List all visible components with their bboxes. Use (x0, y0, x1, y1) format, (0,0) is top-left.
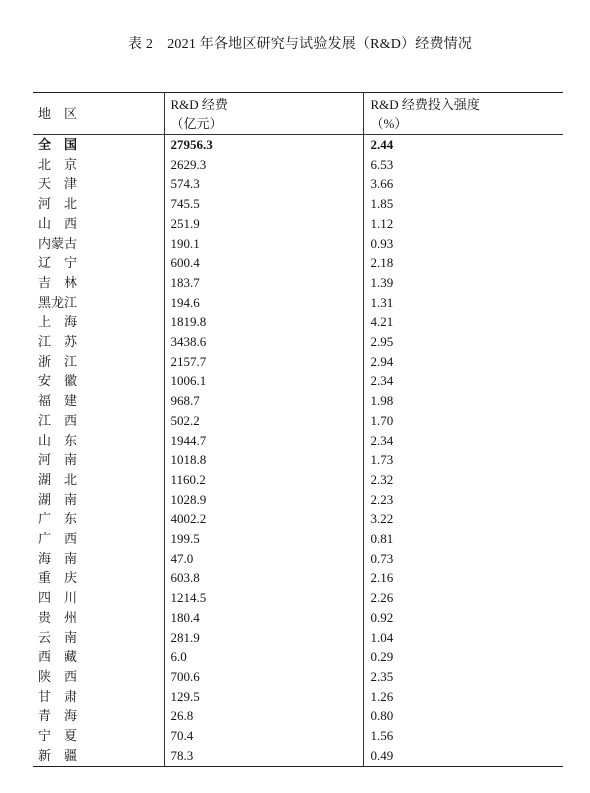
table-row (33, 628, 563, 648)
table-row (33, 391, 563, 411)
rd-intensity-cell: 1.73 (363, 450, 563, 470)
region-cell: 天 津 (38, 176, 78, 192)
table-row (33, 687, 563, 707)
rd-expenditure-cell: 183.7 (164, 273, 363, 293)
rd-intensity-cell: 0.92 (363, 608, 563, 628)
rd-expenditure-cell: 2629.3 (164, 155, 363, 175)
region-cell: 福 建 (38, 393, 78, 409)
header-rd-intensity (363, 93, 563, 135)
region-cell: 河 北 (38, 196, 78, 212)
region-cell: 宁 夏 (38, 728, 78, 744)
rd-expenditure-cell: 603.8 (164, 568, 363, 588)
region-cell: 湖 北 (38, 471, 78, 487)
rd-intensity-cell: 4.21 (363, 312, 563, 332)
table-row (33, 155, 563, 175)
rd-intensity-cell: 3.22 (363, 509, 563, 529)
rd-expenditure-cell: 745.5 (164, 194, 363, 214)
rd-expenditure-cell: 1214.5 (164, 588, 363, 608)
region-cell: 吉 林 (38, 274, 78, 290)
rd-expenditure-cell: 2157.7 (164, 352, 363, 372)
rd-intensity-cell: 2.95 (363, 332, 563, 352)
rd-expenditure-cell: 1819.8 (164, 312, 363, 332)
header-rd-expenditure-unit: （亿元） (170, 115, 223, 131)
rd-intensity-cell: 1.04 (363, 628, 563, 648)
region-cell: 山 西 (38, 215, 78, 231)
rd-intensity-cell: 1.56 (363, 726, 563, 746)
table-row-national-total (33, 135, 563, 155)
region-cell: 海 南 (38, 550, 78, 566)
region-cell: 山 东 (38, 432, 78, 448)
region-cell: 重 庆 (38, 570, 78, 586)
rd-intensity-cell: 1.98 (363, 391, 563, 411)
region-cell: 青 海 (38, 708, 78, 724)
table-row (33, 746, 563, 766)
rd-expenditure-cell: 3438.6 (164, 332, 363, 352)
rd-expenditure-cell: 27956.3 (164, 135, 363, 155)
region-cell: 广 东 (38, 511, 78, 527)
rd-intensity-cell: 1.85 (363, 194, 563, 214)
table-row (33, 450, 563, 470)
rd-expenditure-cell: 968.7 (164, 391, 363, 411)
region-cell: 西 藏 (38, 649, 78, 665)
table-body (33, 135, 563, 767)
rd-intensity-cell: 2.18 (363, 253, 563, 273)
rd-intensity-cell: 2.44 (363, 135, 563, 155)
region-cell: 全 国 (38, 137, 78, 152)
table-row (33, 490, 563, 510)
rd-intensity-cell: 1.26 (363, 687, 563, 707)
rd-expenditure-cell: 199.5 (164, 529, 363, 549)
table-row (33, 273, 563, 293)
region-cell: 甘 肃 (38, 688, 78, 704)
rd-intensity-cell: 0.49 (363, 746, 563, 766)
rd-expenditure-cell: 251.9 (164, 214, 363, 234)
rd-intensity-cell: 2.26 (363, 588, 563, 608)
header-region: 地 区 (38, 106, 78, 121)
region-cell: 江 西 (38, 412, 78, 428)
region-cell: 江 苏 (38, 334, 78, 350)
table-row (33, 529, 563, 549)
region-cell: 广 西 (38, 531, 78, 547)
rd-intensity-cell: 2.35 (363, 667, 563, 687)
rd-intensity-cell: 0.93 (363, 234, 563, 254)
region-cell: 黑龙江 (38, 294, 78, 310)
rd-intensity-cell: 1.12 (363, 214, 563, 234)
rd-expenditure-cell: 502.2 (164, 411, 363, 431)
rd-expenditure-cell: 281.9 (164, 628, 363, 648)
region-cell: 四 川 (38, 590, 78, 606)
region-cell: 辽 宁 (38, 255, 78, 271)
rd-expenditure-cell: 1018.8 (164, 450, 363, 470)
table-header (33, 93, 563, 135)
rd-intensity-cell: 2.34 (363, 371, 563, 391)
rd-intensity-cell: 1.39 (363, 273, 563, 293)
region-cell: 安 徽 (38, 373, 78, 389)
rd-expenditure-cell: 47.0 (164, 549, 363, 569)
region-cell: 上 海 (38, 314, 78, 330)
rd-expenditure-cell: 194.6 (164, 293, 363, 313)
region-cell: 陕 西 (38, 668, 78, 684)
table-row (33, 667, 563, 687)
rd-expenditure-cell: 78.3 (164, 746, 363, 766)
rd-expenditure-cell: 1160.2 (164, 470, 363, 490)
table-row (33, 470, 563, 490)
table-row (33, 214, 563, 234)
region-cell: 湖 南 (38, 491, 78, 507)
table-row (33, 234, 563, 254)
table-row (33, 194, 563, 214)
rd-expenditure-cell: 180.4 (164, 608, 363, 628)
region-cell: 内蒙古 (38, 235, 78, 251)
table-row (33, 509, 563, 529)
table-row (33, 608, 563, 628)
rd-intensity-cell: 1.31 (363, 293, 563, 313)
rd-intensity-cell: 0.81 (363, 529, 563, 549)
table-row (33, 726, 563, 746)
table-row (33, 411, 563, 431)
rd-intensity-cell: 2.16 (363, 568, 563, 588)
rd-expenditure-cell: 4002.2 (164, 509, 363, 529)
table-row (33, 568, 563, 588)
table-row (33, 588, 563, 608)
rd-intensity-cell: 2.32 (363, 470, 563, 490)
rd-intensity-cell: 1.70 (363, 411, 563, 431)
table-row (33, 293, 563, 313)
rd-intensity-cell: 6.53 (363, 155, 563, 175)
rd-expenditure-cell: 1006.1 (164, 371, 363, 391)
header-row (33, 93, 563, 135)
region-cell: 贵 州 (38, 609, 78, 625)
rd-expenditure-table (33, 92, 563, 767)
rd-intensity-cell: 0.29 (363, 647, 563, 667)
rd-expenditure-cell: 129.5 (164, 687, 363, 707)
table-row (33, 706, 563, 726)
table-row (33, 431, 563, 451)
rd-expenditure-cell: 700.6 (164, 667, 363, 687)
rd-intensity-cell: 2.34 (363, 431, 563, 451)
rd-intensity-cell: 3.66 (363, 174, 563, 194)
header-rd-intensity-unit: （%） (370, 115, 408, 131)
table-title: 表 2 2021 年各地区研究与试验发展（R&D）经费情况 (127, 37, 473, 52)
region-cell: 新 疆 (38, 747, 78, 763)
rd-expenditure-cell: 574.3 (164, 174, 363, 194)
header-rd-intensity-label: R&D 经费投入强度 (370, 96, 480, 112)
rd-expenditure-cell: 190.1 (164, 234, 363, 254)
table-row (33, 332, 563, 352)
rd-expenditure-cell: 1944.7 (164, 431, 363, 451)
header-rd-expenditure (164, 93, 363, 135)
rd-expenditure-cell: 600.4 (164, 253, 363, 273)
rd-expenditure-cell: 1028.9 (164, 490, 363, 510)
table-row (33, 312, 563, 332)
table-row (33, 352, 563, 372)
rd-intensity-cell: 2.94 (363, 352, 563, 372)
table-row (33, 549, 563, 569)
header-rd-expenditure-label: R&D 经费 (170, 96, 228, 112)
table-row (33, 174, 563, 194)
region-cell: 河 南 (38, 452, 78, 468)
rd-expenditure-cell: 6.0 (164, 647, 363, 667)
rd-intensity-cell: 0.80 (363, 706, 563, 726)
table-row (33, 647, 563, 667)
table-row (33, 253, 563, 273)
region-cell: 北 京 (38, 156, 78, 172)
region-cell: 云 南 (38, 629, 78, 645)
rd-intensity-cell: 2.23 (363, 490, 563, 510)
region-cell: 浙 江 (38, 353, 78, 369)
rd-expenditure-cell: 26.8 (164, 706, 363, 726)
rd-expenditure-cell: 70.4 (164, 726, 363, 746)
rd-intensity-cell: 0.73 (363, 549, 563, 569)
table-row (33, 371, 563, 391)
